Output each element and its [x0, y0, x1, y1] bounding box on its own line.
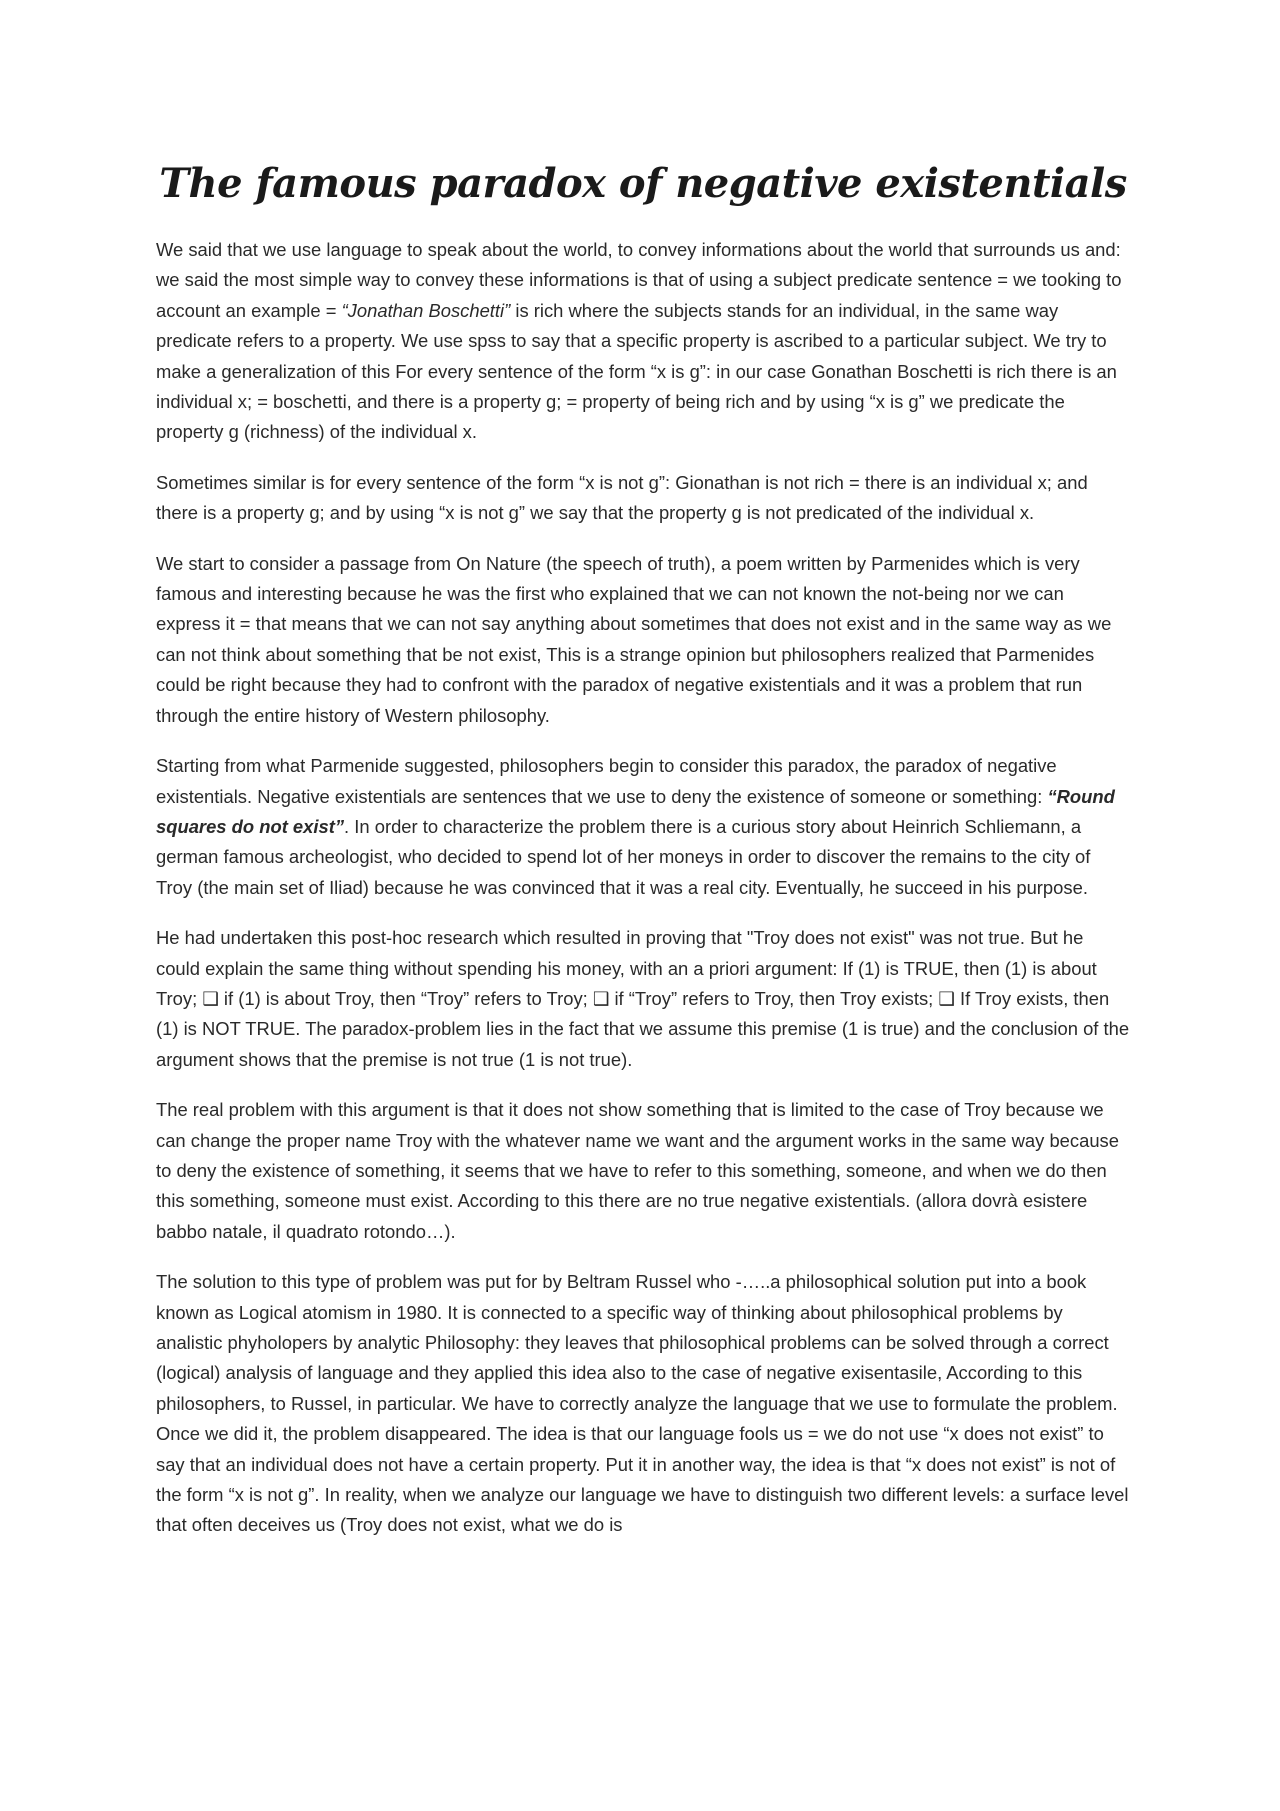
- page-title: The famous paradox of negative existentials: [159, 160, 1127, 207]
- paragraph-1-text-b: is rich where the subjects stands for an individual, in the same way predicate refers to a property. We use spss to say that a specific property is ascribed to a particular subject. We try to make a generalization of this For every sentence of the form “x is g”: in our case Gonathan Boschetti is rich there is an individual x; = boschetti, and there is a property g; = property of being rich and by using “x is g” we predicate the property g (richness) of the individual x.: [156, 299, 1117, 443]
- paragraph-5: He had undertaken this post-hoc research which resulted in proving that "Troy does not exist" was not true. But he could explain the same thing without spending his money, with an a priori argument: If (1) is TRUE, then (1) is about Troy; ❑ if (1) is about Troy, then “Troy” refers to Troy; ❑ if “Troy” refers to Troy, then Troy exists; ❑ If Troy exists, then (1) is NOT TRUE. The paradox-problem lies in the fact that we assume this premise (1 is true) and the conclusion of the argument shows that the premise is not true (1 is not true).: [156, 927, 1130, 1070]
- paragraph-4: [156, 751, 1130, 903]
- paragraph-4-text-a: Starting from what Parmenide suggested, philosophers begin to consider this paradox, the paradox of negative existentials. Negative existentials are sentences that we use to deny the existence of someone or something:: [156, 755, 1057, 807]
- paragraph-3: We start to consider a passage from On Nature (the speech of truth), a poem written by Parmenides which is very famous and interesting because he was the first who explained that we can not known the not-being nor we can express it = that means that we can not say anything about sometimes that does not exist and in the same way as we can not think about something that be not exist, This is a strange opinion but philosophers realized that Parmenides could be right because they had to confront with the paradox of negative existentials and it was a problem that run through the entire history of Western philosophy.: [156, 552, 1112, 726]
- paragraph-4-text-b: . In order to characterize the problem there is a curious story about Heinrich Schliemann, a german famous archeologist, who decided to spend lot of her moneys in order to discover the remains to the city of Troy (the main set of Iliad) because he was convinced that it was a real city. Eventually, he succeed in his purpose.: [156, 815, 1091, 898]
- paragraph-7: The solution to this type of problem was put for by Beltram Russel who -…..a philosophical solution put into a book known as Logical atomism in 1980. It is connected to a specific way of thinking about philosophical problems by analistic phyholopers by analytic Philosophy: they leaves that philosophical problems can be solved through a correct (logical) analysis of language and they applied this idea also to the case of negative exisentasile, According to this philosophers, to Russel, in particular. We have to correctly analyze the language that we use to formulate the problem. Once we did it, the problem disappeared. The idea is that our language fools us = we do not use “x does not exist” to say that an individual does not have a certain property. Put it in another way, the idea is that “x does not exist” is not of the form “x is not g”. In reality, when we analyze our language we have to distinguish two different levels: a surface level that often deceives us (Troy does not exist, what we do is: [156, 1271, 1129, 1536]
- paragraph-1: [156, 235, 1130, 448]
- paragraph-1-example-name: “Jonathan Boschetti”: [341, 299, 511, 321]
- paragraph-2: Sometimes similar is for every sentence of the form “x is not g”: Gionathan is not rich = there is an individual x; and there is a property g; and by using “x is not g” we say that the property g is not predicated of the individual x.: [156, 471, 1088, 524]
- paragraph-4-example-sentence: “Round squares do not exist”: [156, 785, 1115, 837]
- paragraph-6: The real problem with this argument is that it does not show something that is limited to the case of Troy because we can change the proper name Troy with the whatever name we want and the argument works in the same way because to deny the existence of something, it seems that we have to refer to this something, someone, and when we do then this something, someone must exist. According to this there are no true negative existentials. (allora dovrà esistere babbo natale, il quadrato rotondo…).: [156, 1099, 1119, 1242]
- paragraph-1-text-a: We said that we use language to speak about the world, to convey informations about the world that surrounds us and: we said the most simple way to convey these informations is that of using a subject predicate sentence = we tooking to account an example =: [156, 239, 1122, 321]
